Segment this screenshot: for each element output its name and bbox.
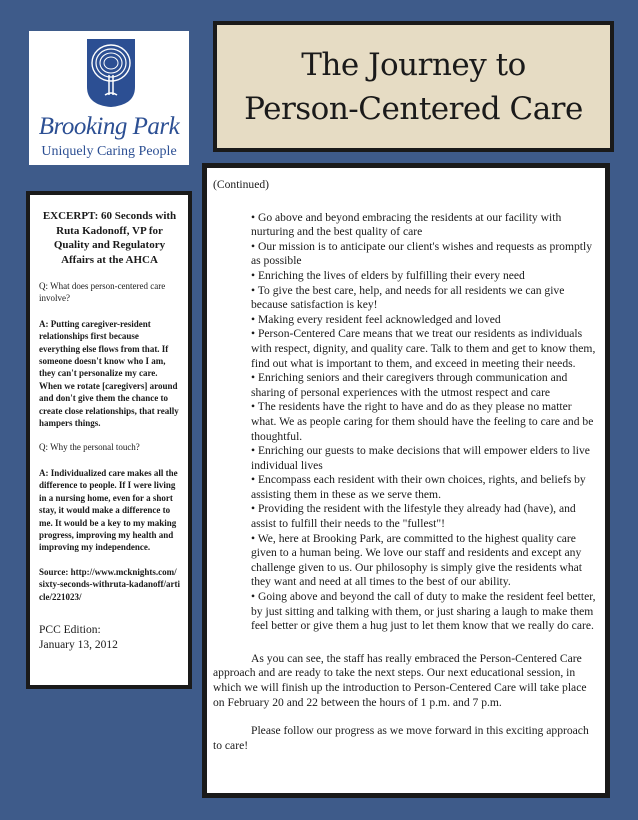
continued-label: (Continued) bbox=[213, 178, 270, 191]
brooking-park-logo bbox=[29, 31, 189, 165]
sidebar-answer-2: A: Individualized care makes all the difference to people. If I were living in a nursing home, even for a short stay, it would make a difference to me. It would be a key to my making progress, improving my health and improving my independence. bbox=[39, 467, 178, 553]
edition-date: January 13, 2012 bbox=[39, 638, 118, 651]
logo-name: Brooking Park bbox=[38, 113, 180, 140]
list-item: • Enriching seniors and their caregivers through communication and sharing of personal experiences with the utmost respect and care bbox=[251, 371, 568, 399]
logo-tagline: Uniquely Caring People bbox=[41, 144, 177, 159]
sidebar-question-1: Q: What does person-centered care involve? bbox=[39, 281, 166, 304]
sidebar-question-2: Q: Why the personal touch? bbox=[39, 442, 140, 453]
sidebar-heading: EXCERPT: 60 Seconds with Ruta Kadonoff, VP for Quality and Regulatory Affairs at the AHCA bbox=[42, 210, 177, 266]
list-item: • Making every resident feel acknowledged and loved bbox=[251, 312, 501, 326]
sidebar-answer-1: A: Putting caregiver-resident relationships first because everything else flows from that. If someone doesn't know who I am, they can't personalize my care. When we rotate [caregivers] around and don't give them the chance to create close relationships, that really hampers things. bbox=[39, 318, 179, 429]
edition-label: PCC Edition: bbox=[39, 623, 101, 636]
list-item: • The residents have the right to have and do as they please no matter what. We as people caring for them should have the feeling to care and be thoughtful. bbox=[251, 400, 594, 443]
title-box bbox=[213, 21, 614, 152]
list-item: • Enriching the lives of elders by fulfilling their every need bbox=[251, 268, 525, 282]
list-item: • Person-Centered Care means that we treat our residents as individuals with respect, dignity, and quality care. Talk to them and get to know them, find out what is important to them, and exceed in meeting their needs. bbox=[251, 327, 596, 370]
list-item: • We, here at Brooking Park, are committed to the highest quality care given to a human being. We love our staff and residents and except any challenge given to us. Our philosophy is simply give the residents what they want and need at all times to the best of our ability. bbox=[251, 531, 583, 589]
bullet-list bbox=[251, 211, 599, 634]
page-title-line-2: Person-Centered Care bbox=[244, 90, 583, 127]
list-item: • Enriching our guests to make decisions that will empower elders to live individual lives bbox=[251, 444, 590, 472]
list-item: • To give the best care, help, and needs for all residents we can give because satisfaction is key! bbox=[251, 283, 565, 312]
paragraph-closing: Please follow our progress as we move forward in this exciting approach to care! bbox=[213, 724, 589, 752]
tree-icon bbox=[83, 35, 139, 109]
list-item: • Providing the resident with the lifestyle they already had (have), and assist to fulfill their needs to the "fullest"! bbox=[251, 502, 576, 531]
page-title-line-1: The Journey to bbox=[301, 46, 526, 83]
excerpt-sidebar bbox=[26, 191, 192, 689]
paragraph-next-steps: As you can see, the staff has really embraced the Person-Centered Care approach and are ready to take the next steps. Our next educational session, in which we will finish up the introduction to Person-Centered Care will take place on February 20 and 22 between the hours of 1 p.m. and 7 p.m. bbox=[213, 651, 587, 709]
list-item: • Our mission is to anticipate our client's wishes and requests as promptly as possible bbox=[251, 239, 593, 268]
sidebar-source: Source: http://www.mcknights.com/sixty-seconds-withruta-kadanoff/article/221023/ bbox=[39, 566, 180, 602]
list-item: • Going above and beyond the call of duty to make the resident feel better, by just sitting and talking with them, or just sharing a laugh to make them feel better or give them a hug just to let them know that we really do care. bbox=[251, 590, 596, 633]
list-item: • Encompass each resident with their own choices, rights, and beliefs by assisting them in these as we serve them. bbox=[251, 473, 586, 501]
main-article bbox=[202, 163, 610, 798]
list-item: • Go above and beyond embracing the residents at our facility with nurturing and the best quality of care bbox=[251, 210, 562, 239]
